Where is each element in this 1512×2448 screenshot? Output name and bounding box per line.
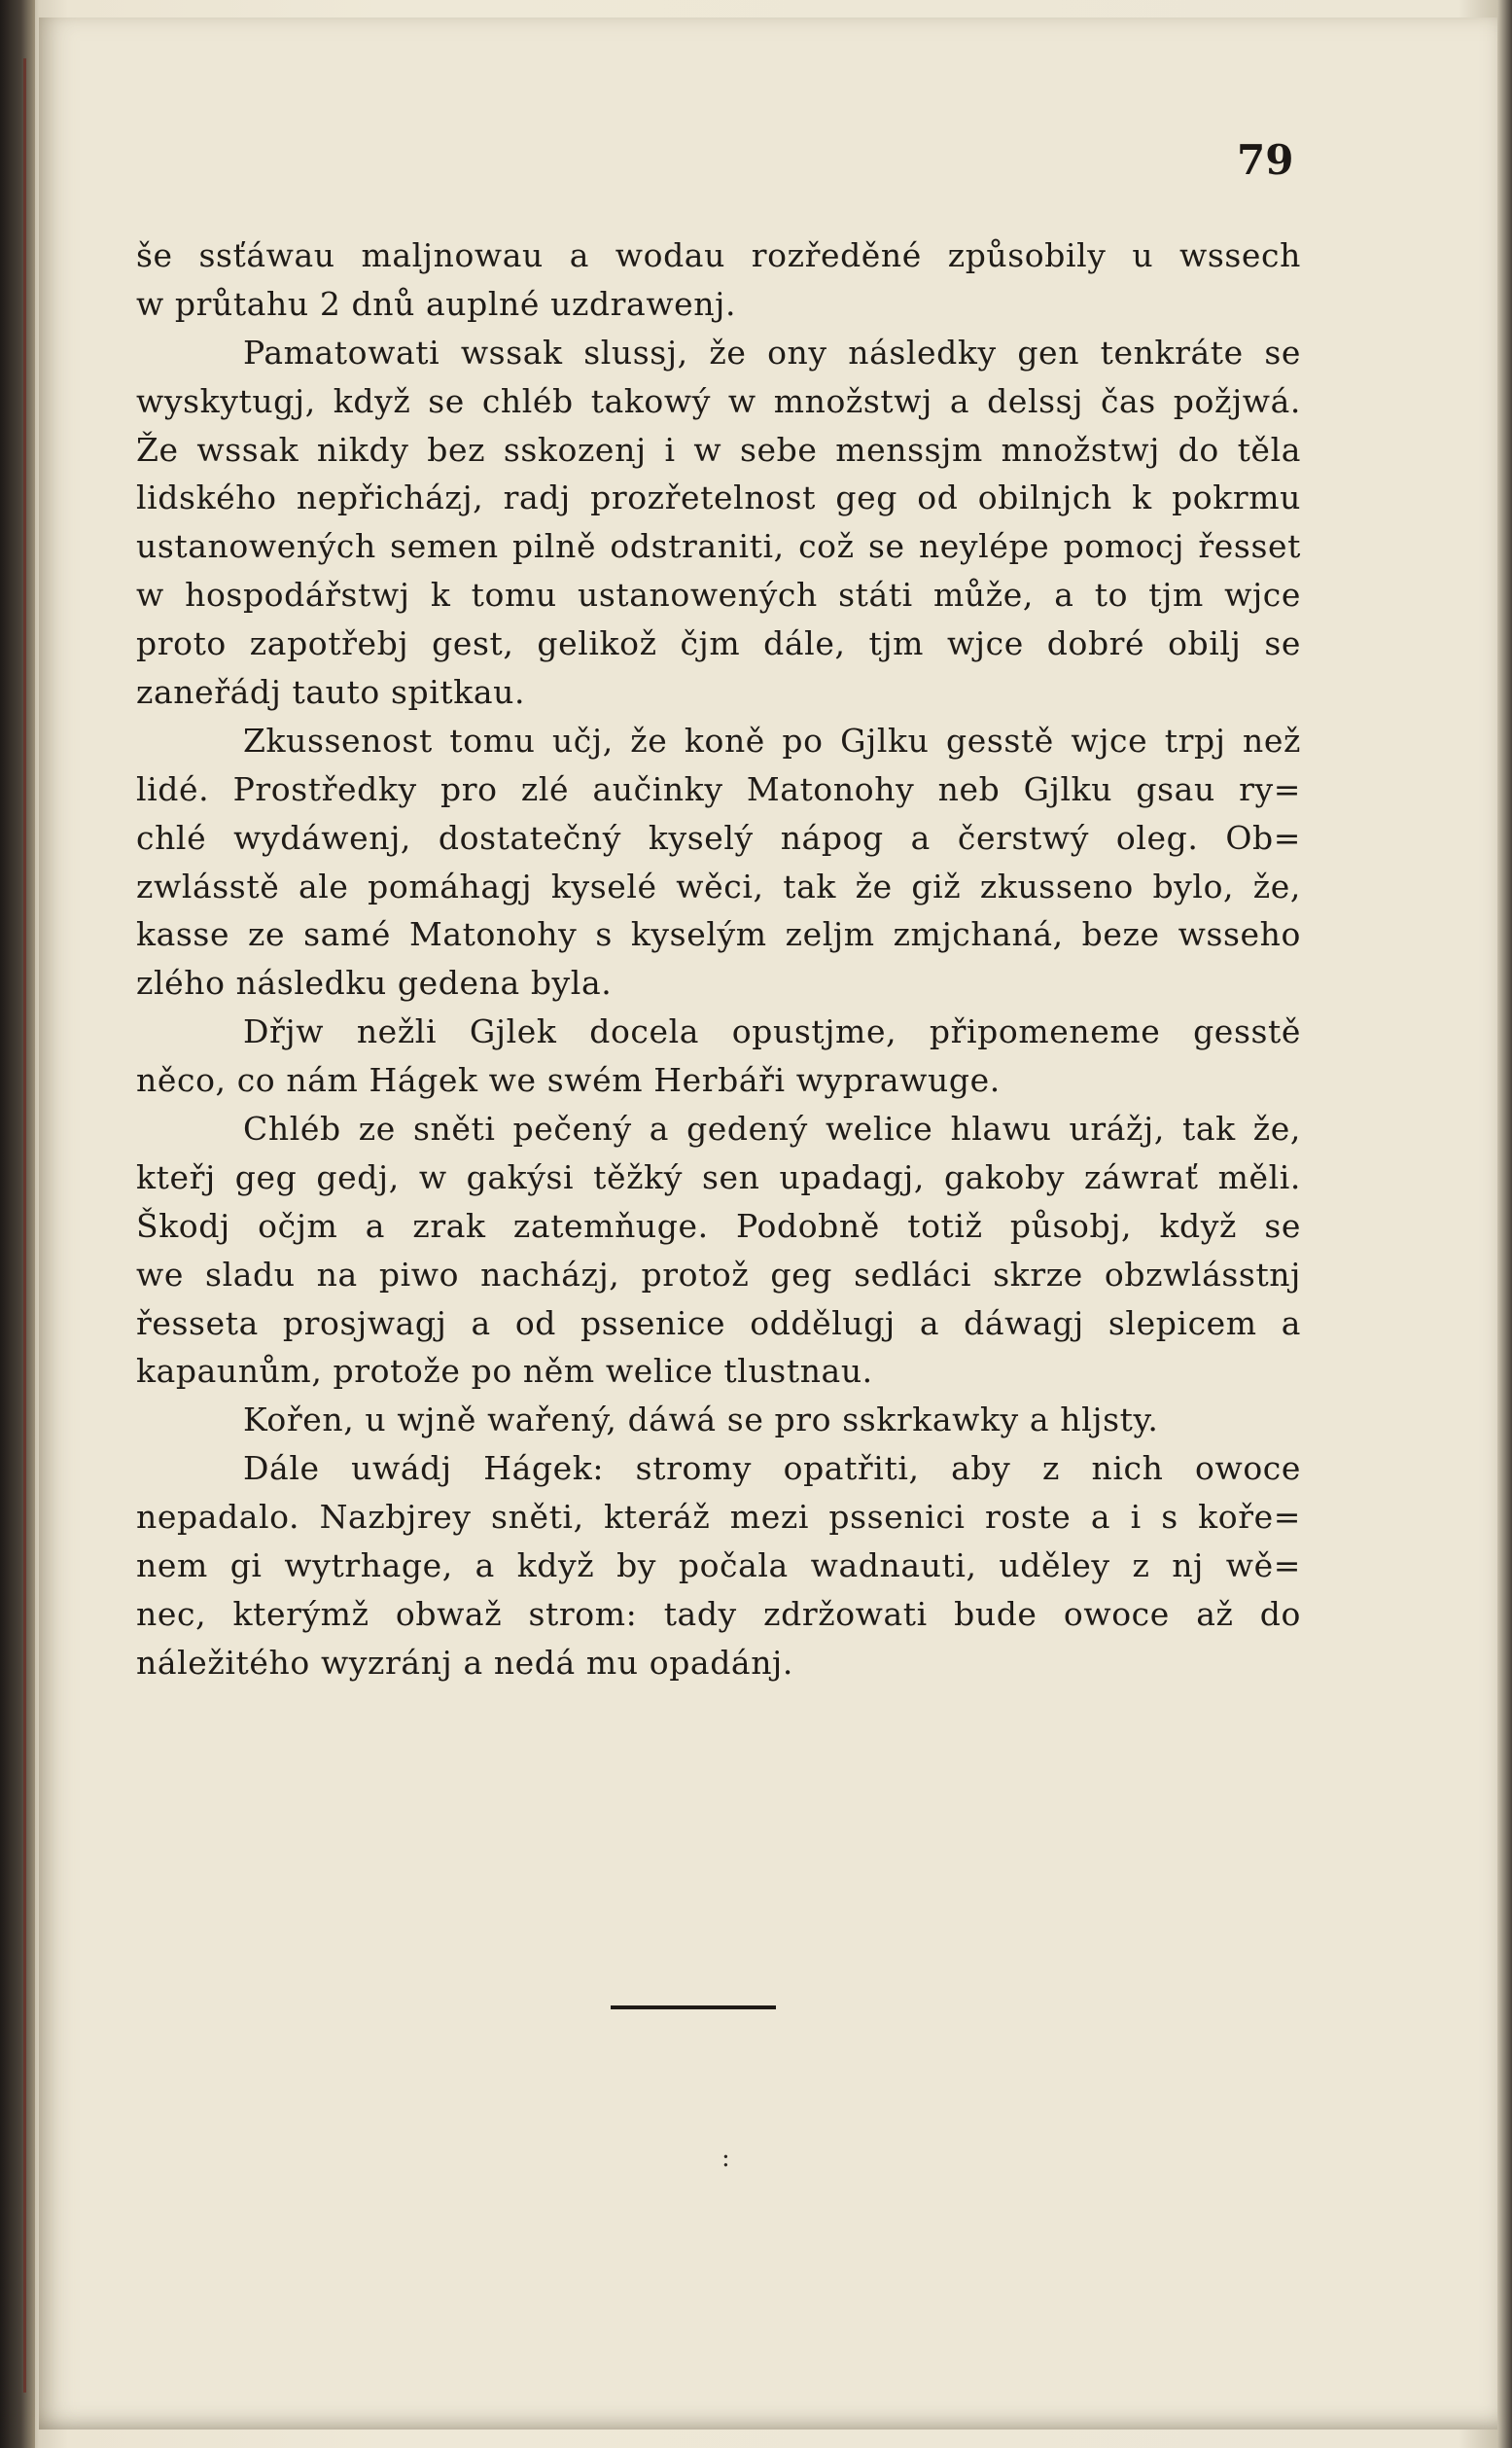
text-line: nem gi wytrhage, a když by počala wadnauti, uděley z nj wě= <box>136 1546 1301 1585</box>
text-line: Kořen, u wjně wařený, dáwá se pro sskrkawky a hljsty. <box>243 1401 1159 1439</box>
text-line: nec, kterýmž obwaž strom: tady zdržowati bude owoce až do <box>136 1594 1301 1633</box>
text-line: w hospodářstwj k tomu ustanowených státi může, a to tjm wjce <box>136 576 1301 615</box>
text-line: lidé. Prostředky pro zlé aučinky Matonohy neb Gjlku gsau ry= <box>136 769 1301 808</box>
text-line: Dřjw nežli Gjlek docela opustjme, připomeneme gesstě <box>243 1012 1301 1051</box>
text-line: Že wssak nikdy bez sskozenj i w sebe menssjm množstwj do těla <box>136 430 1301 469</box>
text-line: Dále uwádj Hágek: stromy opatřiti, aby z nich owoce <box>243 1449 1301 1488</box>
text-line: we sladu na piwo nacházj, protož geg sedláci skrze obzwlásstnj <box>136 1255 1301 1294</box>
text-line: wyskytugj, když se chléb takowý w množstwj a delssj čas požjwá. <box>136 381 1301 420</box>
binding-edge <box>23 58 26 2393</box>
text-line: zaneřádj tauto spitkau. <box>136 673 526 712</box>
text-line: lidského nepřicházj, radj prozřetelnost geg od obilnjch k pokrmu <box>136 479 1301 517</box>
text-line: proto zapotřebj gest, gelikož čjm dále, tjm wjce dobré obilj se <box>136 624 1301 663</box>
text-line: w průtahu 2 dnů auplné uzdrawenj. <box>136 284 737 323</box>
text-line: kapaunům, protože po něm welice tlustnau. <box>136 1352 873 1391</box>
text-line: Pamatowati wssak slussj, že ony následky gen tenkráte se <box>243 333 1301 372</box>
text-line: chlé wydáwenj, dostatečný kyselý nápog a čerstwý oleg. Ob= <box>136 818 1301 857</box>
page-number: 79 <box>1237 136 1294 184</box>
text-line: zlého následku gedena byla. <box>136 964 613 1003</box>
section-rule <box>611 2005 776 2009</box>
text-line: kteřj geg gedj, w gakýsi těžký sen upadagj, gakoby záwrať měli. <box>136 1157 1301 1196</box>
text-line: ustanowených semen pilně odstraniti, což se neylépe pomocj řesset <box>136 527 1301 566</box>
text-line: zwlásstě ale pomáhagj kyselé wěci, tak že giž zkusseno bylo, že, <box>136 867 1301 905</box>
body-text <box>136 231 1301 1687</box>
text-line: něco, co nám Hágek we swém Herbáři wyprawuge. <box>136 1061 1001 1100</box>
text-line: Chléb ze sněti pečený a gedený welice hlawu urážj, tak že, <box>243 1110 1301 1149</box>
text-line: še ssťáwau maljnowau a wodau rozředěné způsobily u wssech <box>136 236 1301 274</box>
text-line: Zkussenost tomu učj, že koně po Gjlku gesstě wjce trpj než <box>243 721 1301 760</box>
text-line: Škodj očjm a zrak zatemňuge. Podobně totiž působj, když se <box>136 1206 1301 1245</box>
footer-mark: : <box>721 2144 730 2173</box>
text-line: kasse ze samé Matonohy s kyselým zeljm zmjchaná, beze wsseho <box>136 915 1301 954</box>
text-line: náležitého wyzránj a nedá mu opadánj. <box>136 1643 793 1682</box>
text-line: řesseta prosjwagj a od pssenice oddělugj a dáwagj slepicem a <box>136 1303 1301 1342</box>
book-binding <box>0 0 35 2448</box>
text-line: nepadalo. Nazbjrey sněti, kteráž mezi pssenici roste a i s koře= <box>136 1498 1301 1537</box>
